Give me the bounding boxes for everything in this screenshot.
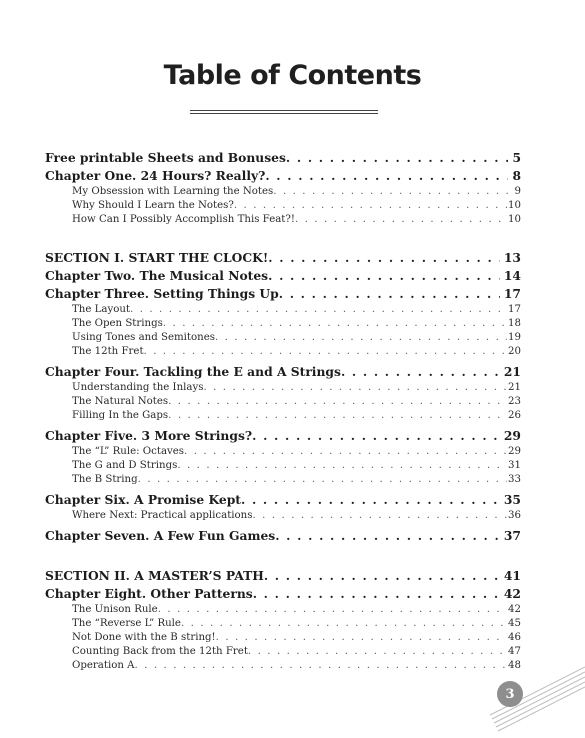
- toc-entry-page: 41: [500, 567, 521, 585]
- dot-leader: [273, 185, 513, 199]
- toc-subentry[interactable]: [45, 459, 521, 473]
- dot-leader: [341, 363, 500, 381]
- dot-leader: [295, 213, 507, 227]
- toc-entry-title: Chapter Five. 3 More Strings?: [45, 428, 253, 443]
- toc-entry-page: 23: [508, 396, 521, 407]
- dot-leader: [264, 567, 500, 585]
- toc-entry-title: Why Should I Learn the Notes?: [72, 200, 234, 211]
- toc-entry-title: The Unison Rule: [72, 604, 158, 615]
- toc-chapter[interactable]: [45, 167, 521, 185]
- table-of-contents: [45, 140, 521, 673]
- dot-leader: [268, 249, 500, 267]
- toc-entry-page: 46: [508, 632, 521, 643]
- toc-subentry[interactable]: [45, 631, 521, 645]
- dot-leader: [168, 409, 507, 423]
- toc-entry-page: 42: [508, 604, 521, 615]
- toc-entry-title: Chapter Six. A Promise Kept: [45, 492, 241, 507]
- toc-chapter[interactable]: [45, 427, 521, 445]
- toc-entry-title: Chapter Four. Tackling the E and A Strings: [45, 364, 341, 379]
- toc-subentry[interactable]: [45, 381, 521, 395]
- toc-entry-page: 17: [500, 285, 521, 303]
- toc-entry-title: The Natural Notes: [72, 396, 169, 407]
- toc-entry-page: 29: [500, 427, 521, 445]
- dot-leader: [275, 527, 500, 545]
- dot-leader: [203, 381, 507, 395]
- toc-entry-title: Chapter Seven. A Few Fun Games: [45, 528, 276, 543]
- dot-leader: [252, 427, 500, 445]
- toc-chapter[interactable]: [45, 363, 521, 381]
- toc-subentry[interactable]: [45, 617, 521, 631]
- toc-entry-page: 14: [500, 267, 521, 285]
- dot-leader: [181, 617, 507, 631]
- dot-leader: [234, 199, 507, 213]
- toc-entry-page: 8: [508, 167, 521, 185]
- toc-entry-page: 29: [508, 446, 521, 457]
- toc-entry-title: Where Next: Practical applications: [72, 510, 253, 521]
- toc-entry-title: Counting Back from the 12th Fret: [72, 646, 248, 657]
- toc-entry-page: 31: [508, 460, 521, 471]
- dot-leader: [184, 445, 507, 459]
- dot-leader: [248, 645, 507, 659]
- toc-subentry[interactable]: [45, 199, 521, 213]
- toc-entry-title: The Open Strings: [72, 318, 163, 329]
- toc-subentry[interactable]: [45, 345, 521, 359]
- dot-leader: [144, 345, 507, 359]
- dot-leader: [241, 491, 500, 509]
- title-underline: [190, 110, 378, 111]
- toc-subentry[interactable]: [45, 509, 521, 523]
- toc-entry-title: Chapter One. 24 Hours? Really?: [45, 168, 266, 183]
- toc-entry-title: The 12th Fret: [72, 346, 144, 357]
- toc-section[interactable]: [45, 567, 521, 585]
- dot-leader: [168, 395, 507, 409]
- toc-entry-title: Using Tones and Semitones: [72, 332, 215, 343]
- dot-leader: [279, 285, 500, 303]
- toc-chapter[interactable]: [45, 285, 521, 303]
- toc-entry-page: 10: [508, 200, 521, 211]
- toc-chapter[interactable]: [45, 585, 521, 603]
- toc-chapter[interactable]: [45, 149, 521, 167]
- dot-leader: [163, 317, 507, 331]
- toc-subentry[interactable]: [45, 473, 521, 487]
- toc-entry-page: 5: [508, 149, 521, 167]
- toc-entry-title: The G and D Strings: [72, 460, 178, 471]
- toc-entry-title: The Layout: [72, 304, 131, 315]
- toc-subentry[interactable]: [45, 395, 521, 409]
- toc-entry-title: The B String: [72, 474, 138, 485]
- title-underline-second: [190, 113, 378, 114]
- toc-entry-page: 42: [500, 585, 521, 603]
- toc-subentry[interactable]: [45, 645, 521, 659]
- toc-subentry[interactable]: [45, 603, 521, 617]
- dot-leader: [135, 659, 508, 673]
- toc-entry-page: 35: [500, 491, 521, 509]
- dot-leader: [158, 603, 507, 617]
- toc-subentry[interactable]: [45, 659, 521, 673]
- toc-subentry[interactable]: [45, 331, 521, 345]
- toc-chapter[interactable]: [45, 491, 521, 509]
- toc-entry-page: 48: [508, 660, 521, 671]
- dot-leader: [252, 509, 507, 523]
- toc-entry-title: Operation A: [72, 660, 135, 671]
- toc-entry-page: 17: [508, 304, 521, 315]
- toc-entry-title: Chapter Three. Setting Things Up: [45, 286, 279, 301]
- toc-entry-page: 33: [508, 474, 521, 485]
- toc-entry-page: 37: [500, 527, 521, 545]
- toc-chapter[interactable]: [45, 267, 521, 285]
- toc-subentry[interactable]: [45, 409, 521, 423]
- toc-entry-title: Chapter Two. The Musical Notes: [45, 268, 269, 283]
- toc-entry-title: How Can I Possibly Accomplish This Feat?!: [72, 214, 295, 225]
- toc-entry-page: 19: [508, 332, 521, 343]
- toc-entry-title: Free printable Sheets and Bonuses: [45, 150, 286, 165]
- toc-entry-title: Not Done with the B string!: [72, 632, 216, 643]
- toc-entry-page: 36: [508, 510, 521, 521]
- toc-entry-page: 20: [508, 346, 521, 357]
- music-staff-decoration: [480, 655, 585, 738]
- toc-subentry[interactable]: [45, 185, 521, 199]
- toc-entry-page: 26: [508, 410, 521, 421]
- toc-entry-page: 10: [508, 214, 521, 225]
- dot-leader: [216, 631, 507, 645]
- toc-subentry[interactable]: [45, 445, 521, 459]
- dot-leader: [177, 459, 507, 473]
- toc-entry-title: My Obsession with Learning the Notes: [72, 186, 274, 197]
- dot-leader: [286, 149, 509, 167]
- dot-leader: [215, 331, 507, 345]
- toc-entry-page: 45: [508, 618, 521, 629]
- toc-entry-page: 18: [508, 318, 521, 329]
- toc-entry-page: 21: [508, 382, 521, 393]
- toc-entry-title: SECTION II. A MASTER’S PATH: [45, 568, 264, 583]
- toc-subentry[interactable]: [45, 213, 521, 227]
- toc-subentry[interactable]: [45, 303, 521, 317]
- toc-entry-title: The “Reverse L” Rule: [72, 618, 181, 629]
- page-title: Table of Contents: [163, 60, 422, 91]
- toc-entry-page: 13: [500, 249, 521, 267]
- toc-entry-title: Chapter Eight. Other Patterns: [45, 586, 253, 601]
- dot-leader: [268, 267, 500, 285]
- page-number-badge: 3: [497, 681, 523, 707]
- toc-entry-title: The “L” Rule: Octaves: [72, 446, 185, 457]
- toc-entry-title: SECTION I. START THE CLOCK!: [45, 250, 269, 265]
- dot-leader: [130, 303, 507, 317]
- dot-leader: [265, 167, 508, 185]
- toc-entry-page: 21: [500, 363, 521, 381]
- toc-entry-title: Understanding the Inlays: [72, 382, 204, 393]
- toc-section[interactable]: [45, 249, 521, 267]
- toc-entry-title: Filling In the Gaps: [72, 410, 169, 421]
- toc-entry-page: 47: [508, 646, 521, 657]
- toc-subentry[interactable]: [45, 317, 521, 331]
- dot-leader: [253, 585, 500, 603]
- toc-chapter[interactable]: [45, 527, 521, 545]
- dot-leader: [138, 473, 507, 487]
- toc-entry-page: 9: [514, 186, 521, 197]
